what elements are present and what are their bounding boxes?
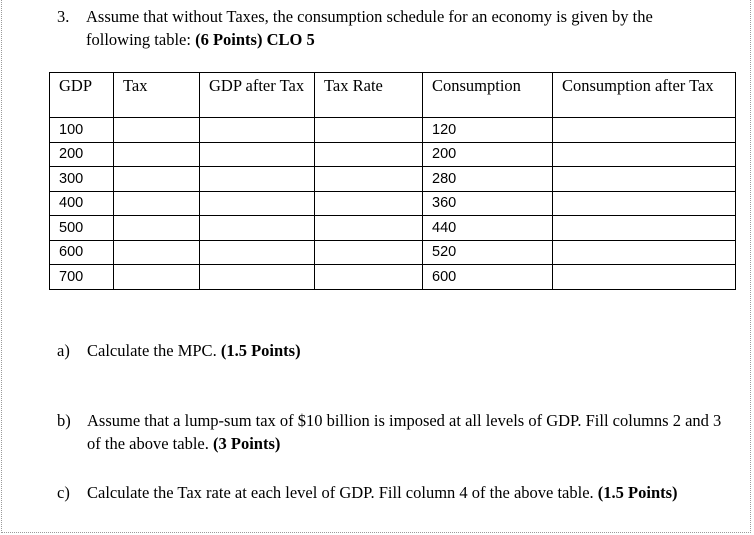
table-row	[50, 118, 736, 143]
cell-gdp-after-tax	[200, 216, 315, 241]
cell-tax	[114, 240, 200, 265]
table-row	[50, 142, 736, 167]
cell-gdp: 200	[50, 142, 114, 167]
question-3	[57, 5, 754, 51]
part-b-text: Assume that a lump-sum tax of $10 billion is imposed at all levels of GDP. Fill columns 2 and 3 of the above table.	[87, 411, 722, 453]
table-header-row	[50, 73, 736, 118]
cell-gdp: 600	[50, 240, 114, 265]
header-tax: Tax	[114, 73, 200, 118]
question-text-line1: Assume that without Taxes, the consumption schedule for an economy is given by the	[86, 7, 653, 26]
cell-gdp-after-tax	[200, 167, 315, 192]
part-b	[57, 409, 737, 455]
cell-consumption-after-tax	[553, 118, 736, 143]
cell-consumption-after-tax	[553, 191, 736, 216]
cell-consumption: 280	[423, 167, 553, 192]
cell-gdp: 400	[50, 191, 114, 216]
cell-gdp-after-tax	[200, 142, 315, 167]
cell-tax-rate	[315, 118, 423, 143]
cell-tax	[114, 191, 200, 216]
question-number: 3.	[57, 7, 70, 26]
header-gdp-after-tax: GDP after Tax	[200, 73, 315, 118]
part-c-text: Calculate the Tax rate at each level of GDP. Fill column 4 of the above table.	[87, 483, 594, 502]
cell-tax	[114, 118, 200, 143]
consumption-schedule-table	[49, 72, 736, 290]
table-row	[50, 167, 736, 192]
question-clo: CLO 5	[266, 30, 315, 49]
cell-gdp: 700	[50, 265, 114, 290]
cell-tax-rate	[315, 240, 423, 265]
cell-consumption-after-tax	[553, 216, 736, 241]
cell-tax-rate	[315, 191, 423, 216]
table-row	[50, 265, 736, 290]
question-text-line2	[86, 28, 754, 51]
cell-gdp-after-tax	[200, 265, 315, 290]
part-a-points: (1.5 Points)	[220, 341, 301, 360]
question-text-continuation: following table:	[86, 30, 191, 49]
part-c	[57, 481, 737, 504]
cell-tax	[114, 216, 200, 241]
cell-consumption-after-tax	[553, 240, 736, 265]
cell-consumption-after-tax	[553, 265, 736, 290]
cell-tax-rate	[315, 167, 423, 192]
header-consumption-after-tax: Consumption after Tax	[553, 73, 736, 118]
cell-tax	[114, 265, 200, 290]
cell-tax	[114, 167, 200, 192]
part-c-points: (1.5 Points)	[597, 483, 678, 502]
header-consumption: Consumption	[423, 73, 553, 118]
cell-consumption-after-tax	[553, 142, 736, 167]
cell-tax-rate	[315, 142, 423, 167]
part-a	[57, 339, 737, 362]
header-gdp: GDP	[50, 73, 114, 118]
cell-gdp: 100	[50, 118, 114, 143]
part-a-text: Calculate the MPC.	[87, 341, 217, 360]
cell-tax	[114, 142, 200, 167]
cell-gdp: 300	[50, 167, 114, 192]
cell-consumption: 360	[423, 191, 553, 216]
cell-consumption: 120	[423, 118, 553, 143]
table-row	[50, 216, 736, 241]
cell-gdp-after-tax	[200, 118, 315, 143]
cell-consumption: 520	[423, 240, 553, 265]
part-a-label: a)	[57, 341, 70, 360]
table-row	[50, 191, 736, 216]
cell-consumption: 600	[423, 265, 553, 290]
part-b-points: (3 Points)	[213, 434, 281, 453]
table-row	[50, 240, 736, 265]
cell-tax-rate	[315, 265, 423, 290]
cell-consumption: 440	[423, 216, 553, 241]
cell-gdp-after-tax	[200, 191, 315, 216]
part-b-body	[87, 409, 737, 455]
header-tax-rate: Tax Rate	[315, 73, 423, 118]
cell-gdp-after-tax	[200, 240, 315, 265]
part-c-label: c)	[57, 483, 70, 502]
part-a-body	[87, 339, 737, 362]
part-c-body	[87, 481, 737, 504]
cell-tax-rate	[315, 216, 423, 241]
cell-consumption: 200	[423, 142, 553, 167]
part-b-label: b)	[57, 411, 71, 430]
cell-gdp: 500	[50, 216, 114, 241]
question-points: (6 Points)	[195, 30, 263, 49]
cell-consumption-after-tax	[553, 167, 736, 192]
